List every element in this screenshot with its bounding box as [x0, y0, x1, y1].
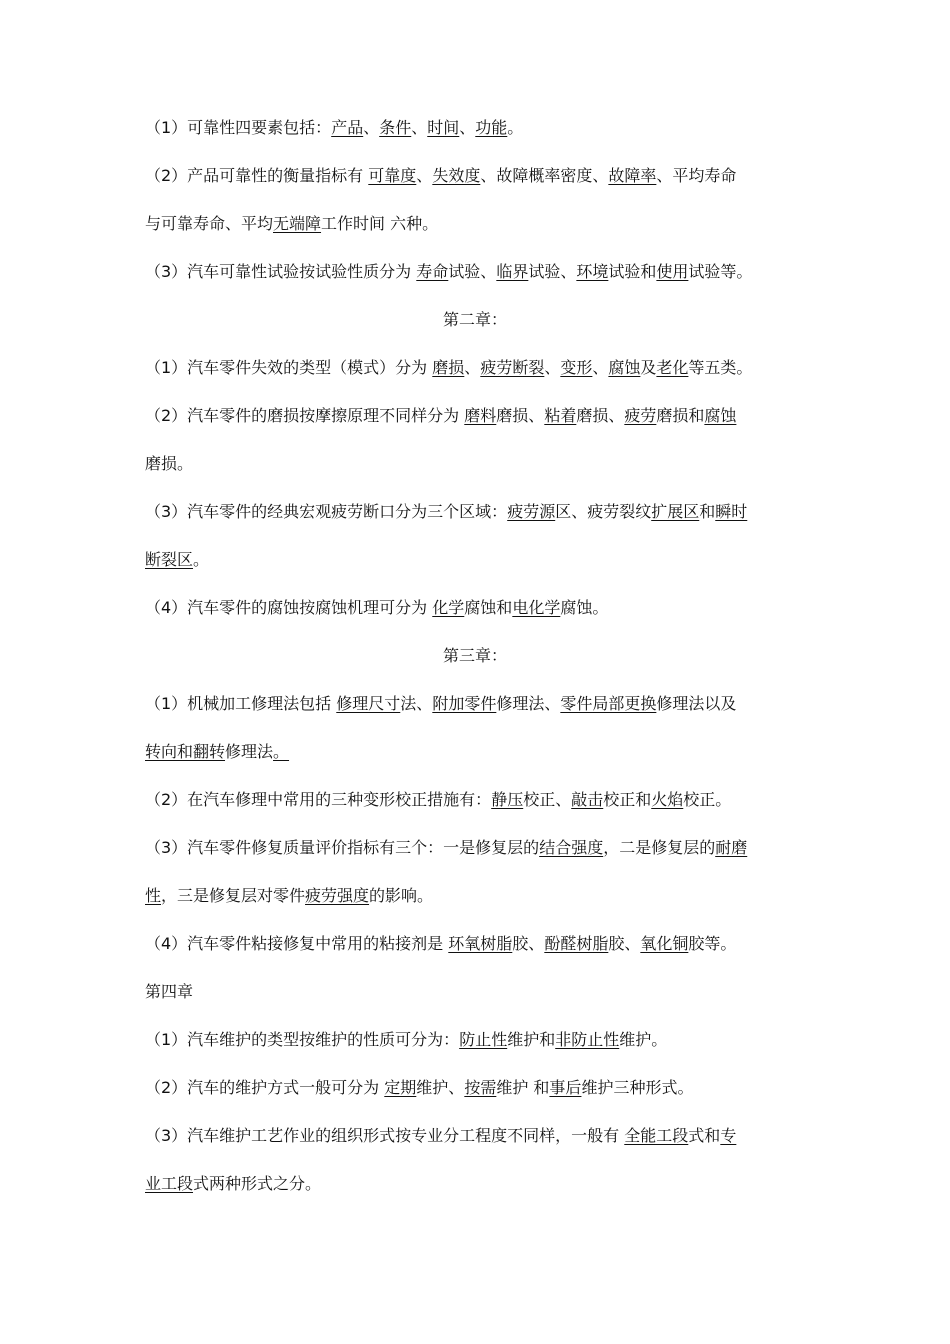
chapter-3-heading: 第三章：: [442, 646, 507, 665]
text: 、: [464, 358, 481, 377]
answer: 转向和翻转: [145, 742, 226, 761]
text: 磨损、: [496, 406, 545, 425]
text: 。: [507, 118, 524, 137]
answer: 临界: [496, 262, 529, 281]
text: （1）汽车维护的类型按维护的性质可分为：: [145, 1030, 460, 1049]
answer: 磨损: [432, 358, 465, 377]
text: 校正。: [683, 790, 732, 809]
text: 修理法以及: [656, 694, 737, 713]
ch3-item-3-cont: [145, 886, 815, 906]
text: （4）汽车零件的腐蚀按腐蚀机理可分为: [145, 598, 433, 617]
text: 试验等。: [688, 262, 753, 281]
text: 式两种形式之分。: [193, 1174, 322, 1193]
answer: 失效度: [432, 166, 481, 185]
text: 试验和: [608, 262, 657, 281]
ch2-item-3: [145, 502, 815, 522]
text: 磨损、: [576, 406, 625, 425]
answer: 按需: [464, 1078, 497, 1097]
text: 、: [363, 118, 380, 137]
ch4-item-2: [145, 1078, 815, 1098]
ch4-item-3: [145, 1126, 815, 1146]
text: 区、疲劳裂纹: [555, 502, 652, 521]
answer: 敲击: [571, 790, 604, 809]
text: 修理法: [225, 742, 274, 761]
text: 校正和: [603, 790, 652, 809]
answer: 修理尺寸: [336, 694, 401, 713]
text: （3）汽车可靠性试验按试验性质分为: [145, 262, 417, 281]
ch3-item-3: [145, 838, 815, 858]
text: 、故障概率密度、: [480, 166, 609, 185]
text: 试验、: [528, 262, 577, 281]
answer: 定期: [384, 1078, 417, 1097]
answer: 环氧树脂: [448, 934, 513, 953]
answer: 专: [720, 1126, 737, 1145]
ch3-item-4: [145, 934, 815, 954]
text: 维护 和: [496, 1078, 550, 1097]
answer: 粘着: [544, 406, 577, 425]
text: （1）机械加工修理法包括: [145, 694, 337, 713]
ch1-item-2-cont: [145, 214, 815, 234]
answer: 耐磨: [715, 838, 748, 857]
answer: 事后: [549, 1078, 582, 1097]
text: 与可靠寿命、平均: [145, 214, 274, 233]
text: 式和: [688, 1126, 721, 1145]
text: 。: [193, 550, 210, 569]
ch1-item-1: [145, 118, 815, 138]
text: 胶、: [512, 934, 545, 953]
answer: 疲劳源: [507, 502, 556, 521]
answer: 疲劳断裂: [480, 358, 545, 377]
answer: 附加零件: [432, 694, 497, 713]
ch1-item-3: [145, 262, 815, 282]
answer: 磨料: [464, 406, 497, 425]
answer: 火焰: [651, 790, 684, 809]
text: （1）汽车零件失效的类型（模式）分为: [145, 358, 433, 377]
answer: 非防止性: [555, 1030, 620, 1049]
text: （1）可靠性四要素包括：: [145, 118, 332, 137]
chapter-2-heading: 第二章：: [442, 310, 507, 329]
ch3-item-1-cont: [145, 742, 815, 762]
text: （3）汽车维护工艺作业的组织形式按专业分工程度不同样，一般有: [145, 1126, 625, 1145]
ch1-item-2: [145, 166, 815, 186]
answer: 老化: [656, 358, 689, 377]
text: （3）汽车零件的经典宏观疲劳断口分为三个区域：: [145, 502, 508, 521]
text: 的影响。: [369, 886, 434, 905]
answer: 产品: [331, 118, 364, 137]
text: 磨损。: [145, 454, 194, 473]
text: 、平均寿命: [656, 166, 737, 185]
answer: 结合强度: [539, 838, 604, 857]
answer: 可靠度: [368, 166, 417, 185]
text: 校正、: [523, 790, 572, 809]
text: 试验、: [448, 262, 497, 281]
answer: 化学: [432, 598, 465, 617]
answer: 功能: [475, 118, 508, 137]
ch2-item-3-cont: [145, 550, 815, 570]
answer: 故障率: [608, 166, 657, 185]
answer: 变形: [560, 358, 593, 377]
answer: 腐蚀: [608, 358, 641, 377]
text: 、: [592, 358, 609, 377]
answer: 疲劳: [624, 406, 657, 425]
ch3-item-1: [145, 694, 815, 714]
chapter-4-heading: 第四章: [145, 982, 194, 1001]
answer: 使用: [656, 262, 689, 281]
text: 维护三种形式。: [581, 1078, 694, 1097]
ch3-item-2: [145, 790, 815, 810]
answer: 氧化铜: [640, 934, 689, 953]
answer: 断裂区: [145, 550, 194, 569]
text: ，三是修复层对零件: [161, 886, 306, 905]
text: 和: [699, 502, 716, 521]
text: （2）汽车的维护方式一般可分为: [145, 1078, 385, 1097]
answer: 环境: [576, 262, 609, 281]
answer: 酚醛树脂: [544, 934, 609, 953]
text: （4）汽车零件粘接修复中常用的粘接剂是: [145, 934, 449, 953]
answer: 防止性: [459, 1030, 508, 1049]
text: （2）产品可靠性的衡量指标有: [145, 166, 369, 185]
answer: 扩展区: [651, 502, 700, 521]
text: 修理法、: [496, 694, 561, 713]
answer: 零件局部更换: [560, 694, 657, 713]
answer: 全能工段: [624, 1126, 689, 1145]
ch2-item-2-cont: [145, 454, 815, 474]
answer: 无端障: [273, 214, 322, 233]
text: 、: [411, 118, 428, 137]
answer: 静压: [491, 790, 524, 809]
ch2-item-4: [145, 598, 815, 618]
text: 法、: [400, 694, 433, 713]
answer: 疲劳强度: [305, 886, 370, 905]
answer: 性: [145, 886, 162, 905]
text: （2）在汽车修理中常用的三种变形校正措施有：: [145, 790, 492, 809]
text: 维护和: [507, 1030, 556, 1049]
text: 维护。: [619, 1030, 668, 1049]
answer: 寿命: [416, 262, 449, 281]
text: （2）汽车零件的磨损按摩擦原理不同样分为: [145, 406, 465, 425]
text: 。: [273, 742, 290, 761]
ch4-item-3-cont: [145, 1174, 815, 1194]
text: 及: [640, 358, 657, 377]
text: 腐蚀。: [560, 598, 609, 617]
text: （3）汽车零件修复质量评价指标有三个：一是修复层的: [145, 838, 540, 857]
text: 胶等。: [688, 934, 737, 953]
answer: 电化学: [512, 598, 561, 617]
text: 磨损和: [656, 406, 705, 425]
ch2-item-2: [145, 406, 815, 426]
answer: 腐蚀: [704, 406, 737, 425]
ch2-item-1: [145, 358, 815, 378]
answer: 瞬时: [715, 502, 748, 521]
text: 胶、: [608, 934, 641, 953]
text: 、: [416, 166, 433, 185]
answer: 业工段: [145, 1174, 194, 1193]
text: 腐蚀和: [464, 598, 513, 617]
text: 、: [544, 358, 561, 377]
ch4-item-1: [145, 1030, 815, 1050]
text: 、: [459, 118, 476, 137]
text: ，二是修复层的: [603, 838, 716, 857]
text: 维护、: [416, 1078, 465, 1097]
answer: 条件: [379, 118, 412, 137]
text: 工作时间 六种。: [321, 214, 439, 233]
text: 等五类。: [688, 358, 753, 377]
answer: 时间: [427, 118, 460, 137]
